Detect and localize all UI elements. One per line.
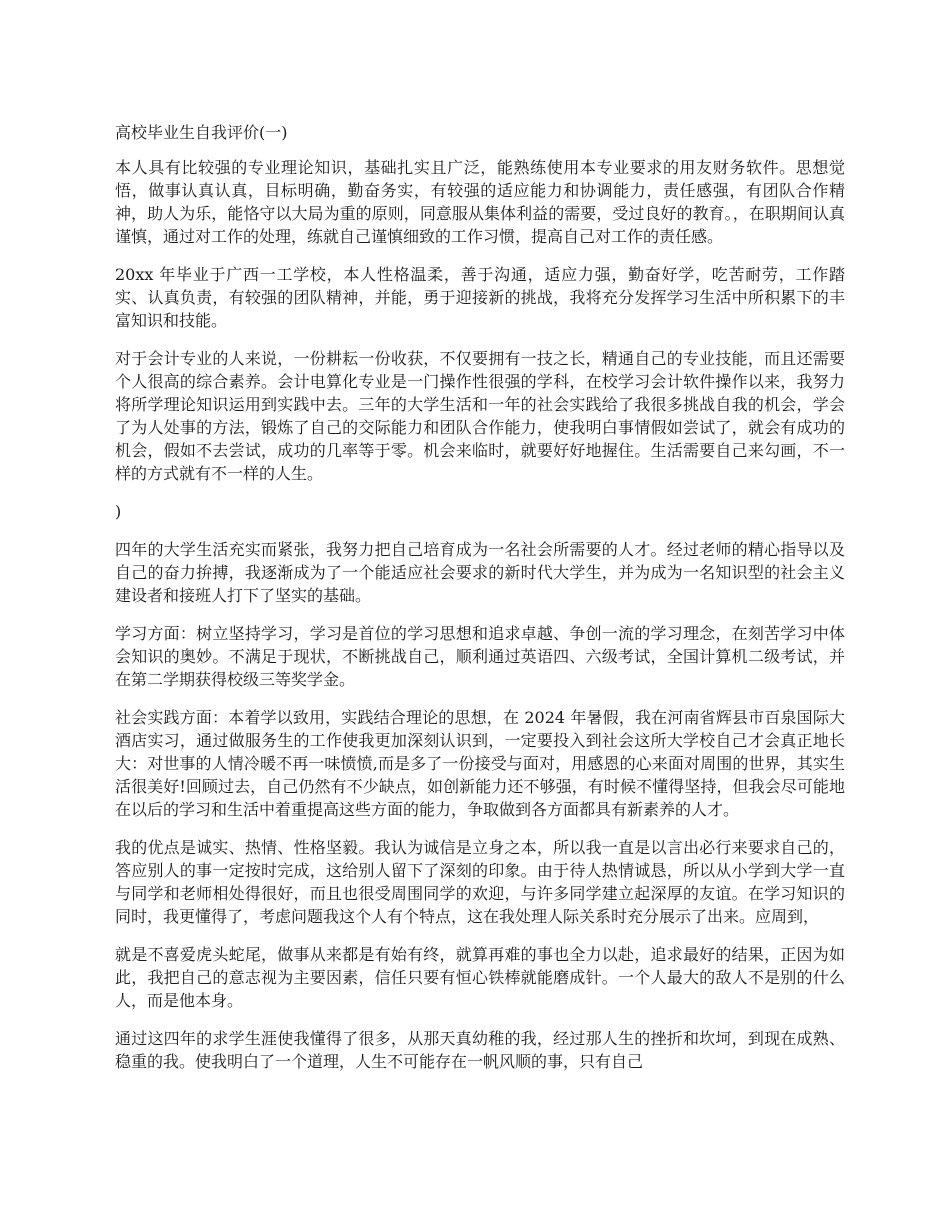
paragraph: )	[115, 502, 122, 521]
paragraph: 就是不喜爱虎头蛇尾，做事从来都是有始有终，就算再难的事也全力以赴，追求最好的结果，正因为如此，我把自己的意志视为主要因素，信任只要有恒心铁棒就能磨成针。一个人最大的敌人不是别的什么人，而是他本身。	[115, 945, 845, 1010]
paragraph: 学习方面：树立坚持学习，学习是首位的学习思想和追求卓越、争创一流的学习理念，在刻苦学习中体会知识的奥妙。不满足于现状，不断挑战自己，顺利通过英语四、六级考试，全国计算机二级考试，并在第二学期获得校级三等奖学金。	[115, 624, 845, 689]
document-title: 高校毕业生自我评价(一)	[115, 123, 288, 142]
paragraph: 对于会计专业的人来说，一份耕耘一份收获，不仅要拥有一技之长，精通自己的专业技能，而且还需要个人很高的综合素养。会计电算化专业是一门操作性很强的学科，在校学习会计软件操作以来，我努力将所学理论知识运用到实践中去。三年的大学生活和一年的社会实践给了我很多挑战自我的机会，学会了为人处事的方法，锻炼了自己的交际能力和团队合作能力，使我明白事情假如尝试了，就会有成功的机会，假如不去尝试，成功的几率等于零。机会来临时，就要好好地握住。生活需要自己来勾画，不一样的方式就有不一样的人生。	[115, 349, 845, 483]
paragraph: 我的优点是诚实、热情、性格坚毅。我认为诚信是立身之本，所以我一直是以言出必行来要求自己的，答应别人的事一定按时完成，这给别人留下了深刻的印象。由于待人热情诚恳，所以从小学到大学一直与同学和老师相处得很好，而且也很受周围同学的欢迎，与许多同学建立起深厚的友谊。在学习知识的同时，我更懂得了，考虑问题我这个人有个特点，这在我处理人际关系时充分展示了出来。应周到，	[115, 838, 845, 926]
paragraph: 通过这四年的求学生涯使我懂得了很多，从那天真幼稚的我，经过那人生的挫折和坎坷，到现在成熟、稳重的我。使我明白了一个道理，人生不可能存在一帆风顺的事，只有自己	[115, 1029, 845, 1071]
paragraph: 本人具有比较强的专业理论知识，基础扎实且广泛，能熟练使用本专业要求的用友财务软件。思想觉悟，做事认真认真，目标明确，勤奋务实，有较强的适应能力和协调能力，责任感强，有团队合作精神，助人为乐，能恪守以大局为重的原则，同意服从集体利益的需要，受过良好的教育。，在职期间认真谨慎，通过对工作的处理，练就自己谨慎细致的工作习惯，提高自己对工作的责任感。	[115, 158, 845, 246]
document-page	[115, 120, 845, 1088]
paragraph: 社会实践方面：本着学以致用，实践结合理论的思想，在 2024 年暑假，我在河南省辉县市百泉国际大酒店实习，通过做服务生的工作使我更加深刻认识到，一定要投入到社会这所大学校自己才会真正地长大：对世事的人情冷暖不再一味愤愤,而是多了一份接受与面对，用感恩的心来面对周围的世界，其实生活很美好!回顾过去，自己仍然有不少缺点，如创新能力还不够强，有时候不懂得坚持，但我会尽可能地在以后的学习和生活中着重提高这些方面的能力，争取做到各方面都具有新素养的人才。	[115, 708, 845, 819]
paragraph: 20xx 年毕业于广西一工学校，本人性格温柔，善于沟通，适应力强，勤奋好学，吃苦耐劳，工作踏实、认真负责，有较强的团队精神，并能，勇于迎接新的挑战，我将充分发挥学习生活中所积累下的丰富知识和技能。	[115, 265, 845, 330]
paragraph: 四年的大学生活充实而紧张，我努力把自己培育成为一名社会所需要的人才。经过老师的精心指导以及自己的奋力拚搏，我逐渐成为了一个能适应社会要求的新时代大学生，并为成为一名知识型的社会主义建设者和接班人打下了坚实的基础。	[115, 540, 845, 605]
